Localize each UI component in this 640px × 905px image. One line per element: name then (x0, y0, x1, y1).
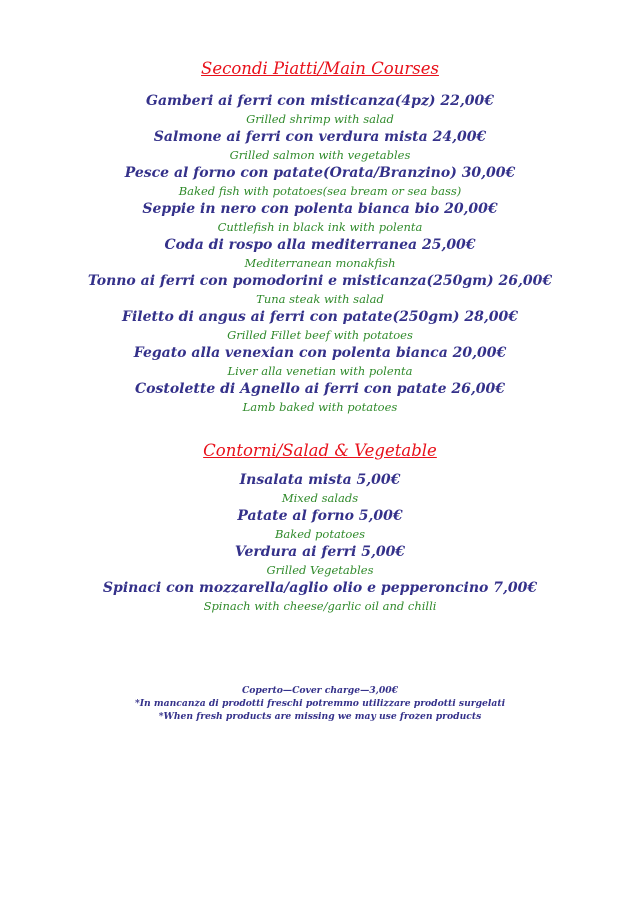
menu-item (0, 579, 640, 615)
footer-notes (0, 684, 640, 723)
menu-item (0, 236, 640, 272)
menu-item (0, 543, 640, 579)
menu-item (0, 92, 640, 128)
dish-name: Gamberi ai ferri con misticanza(4pz) 22,00€ (146, 93, 494, 109)
menu-item (0, 344, 640, 380)
dish-name: Seppie in nero con polenta bianca bio 20,00€ (142, 201, 498, 217)
dish-description: Mediterranean monakfish (244, 256, 396, 270)
dish-description: Baked fish with potatoes(sea bream or sea bass) (178, 184, 462, 198)
dish-description: Baked potatoes (274, 527, 366, 541)
dish-name: Salmone ai ferri con verdura mista 24,00€ (153, 129, 487, 145)
menu-item (0, 507, 640, 543)
dish-name: Costolette di Agnello ai ferri con patate 26,00€ (135, 381, 505, 397)
cover-charge: Coperto—Cover charge—3,00€ (241, 685, 399, 696)
dish-name: Insalata mista 5,00€ (239, 472, 401, 488)
dish-description: Grilled Fillet beef with potatoes (227, 328, 413, 342)
dish-name: Fegato alla venexian con polenta bianca 20,00€ (133, 345, 507, 361)
dish-description: Lamb baked with potatoes (242, 400, 398, 414)
menu-item (0, 128, 640, 164)
dish-name: Tonno ai ferri con pomodorini e misticanza(250gm) 26,00€ (87, 273, 553, 289)
menu-item (0, 471, 640, 507)
dish-name: Coda di rospo alla mediterranea 25,00€ (164, 237, 476, 253)
dish-description: Grilled Vegetables (266, 563, 374, 577)
sides-title: Contorni/Salad & Vegetable (203, 441, 437, 460)
dish-description: Cuttlefish in black ink with polenta (217, 220, 423, 234)
dish-description: Liver alla venetian with polenta (227, 364, 413, 378)
dish-name: Patate al forno 5,00€ (237, 508, 403, 524)
dish-description: Grilled salmon with vegetables (229, 148, 411, 162)
dish-name: Pesce al forno con patate(Orata/Branzino) 30,00€ (124, 165, 516, 181)
dish-description: Mixed salads (281, 491, 359, 505)
menu-item (0, 308, 640, 344)
frozen-note-english: *When fresh products are missing we may use frozen products (158, 711, 482, 722)
dish-description: Spinach with cheese/garlic oil and chilli (203, 599, 437, 613)
main-courses-list (0, 92, 640, 416)
dish-name: Spinaci con mozzarella/aglio olio e pepperoncino 7,00€ (102, 580, 538, 596)
menu-item (0, 380, 640, 416)
menu-item (0, 272, 640, 308)
frozen-note-italian: *In mancanza di prodotti freschi potremmo utilizzare prodotti surgelati (134, 698, 506, 709)
menu-item (0, 200, 640, 236)
dish-name: Verdura ai ferri 5,00€ (234, 544, 406, 560)
main-courses-title: Secondi Piatti/Main Courses (201, 59, 439, 78)
dish-description: Tuna steak with salad (256, 292, 384, 306)
dish-name: Filetto di angus ai ferri con patate(250gm) 28,00€ (122, 309, 518, 325)
sides-list (0, 471, 640, 615)
menu-item (0, 164, 640, 200)
dish-description: Grilled shrimp with salad (246, 112, 394, 126)
